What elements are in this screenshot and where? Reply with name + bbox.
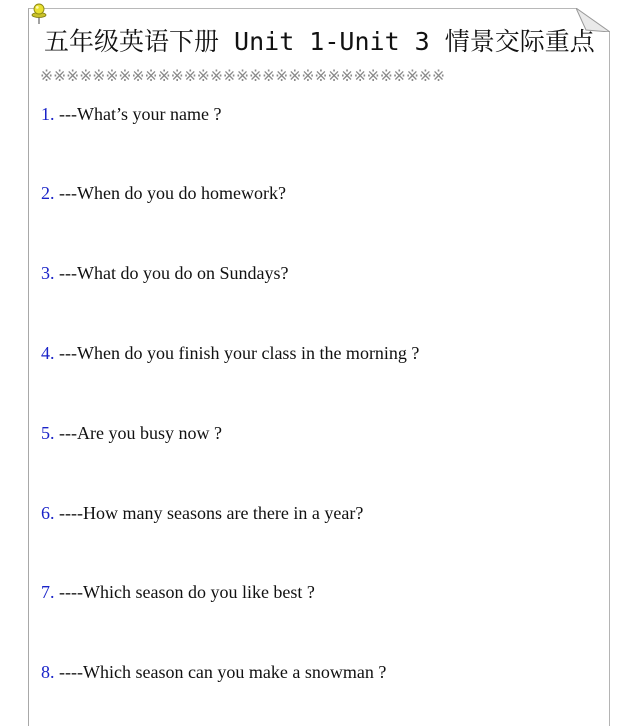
question-item — [41, 183, 286, 204]
question-item — [41, 662, 386, 683]
question-item — [41, 343, 419, 364]
question-item — [41, 104, 221, 125]
question-text: ----Which season do you like best ? — [59, 582, 315, 602]
question-number: 4. — [41, 343, 55, 363]
question-text: ----Which season can you make a snowman ? — [59, 662, 387, 682]
question-text: ---When do you do homework? — [59, 183, 286, 203]
question-number: 8. — [41, 662, 55, 682]
question-number: 1. — [41, 104, 55, 124]
question-text: ----How many seasons are there in a year? — [59, 503, 364, 523]
question-item — [41, 263, 288, 284]
question-number: 5. — [41, 423, 55, 443]
question-item — [41, 582, 315, 603]
question-number: 6. — [41, 503, 55, 523]
question-number: 3. — [41, 263, 55, 283]
question-text: ---When do you finish your class in the morning ? — [59, 343, 420, 363]
decorative-divider: ※※※※※※※※※※※※※※※※※※※※※※※※※※※※※※※ — [40, 67, 446, 85]
question-text: ---What’s your name ? — [59, 104, 222, 124]
question-text: ---What do you do on Sundays? — [59, 263, 289, 283]
document-title: 五年级英语下册 Unit 1-Unit 3 情景交际重点 — [44, 27, 595, 56]
question-number: 2. — [41, 183, 55, 203]
question-item — [41, 423, 222, 444]
question-number: 7. — [41, 582, 55, 602]
question-text: ---Are you busy now ? — [59, 423, 222, 443]
question-item — [41, 503, 363, 524]
